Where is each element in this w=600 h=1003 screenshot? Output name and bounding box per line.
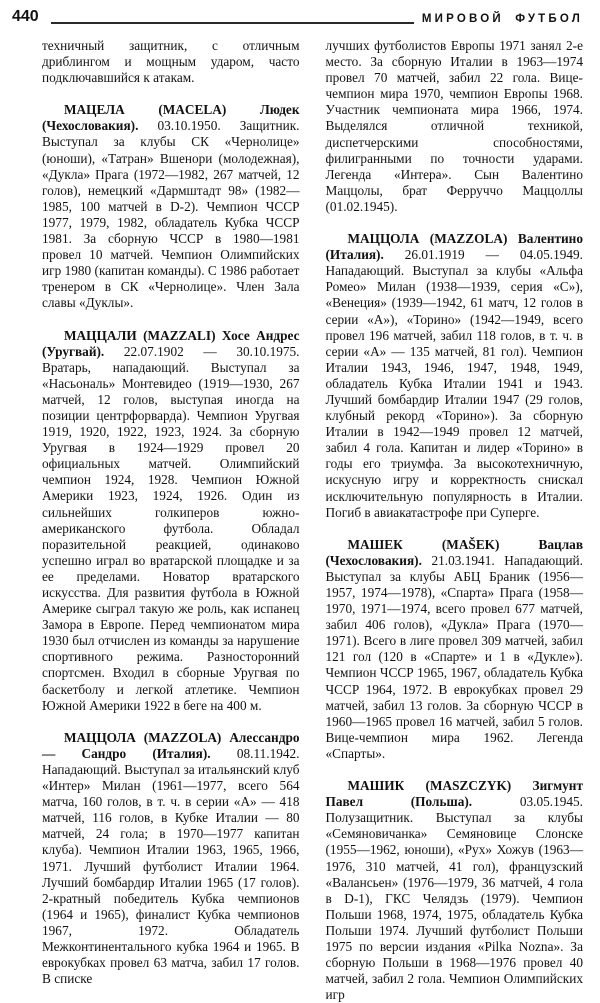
- entry-mazzola-valentino: [326, 231, 584, 521]
- entry-body: 21.03.1941. Нападающий. Выступал за клубы АБЦ Браник (1956—1957, 1974—1978), «Спарта» Прага (1958—1970, 1971—1974, всего провел 677 матчей, забил 406 голов), «Дукла» Прага (1970—1971). Всего в лиге провел 309 матчей, забил 121 гол (120 в «Спарте» и 1 в «Дукле»). Чемпион ЧССР 1965, 1967, обладатель Кубка ЧССР 1964, 1972. В еврокубках провел 29 матчей, забил 13 голов. За сборную ЧССР в 1960—1965 провел 16 матчей, забил 5 голов. Вице-чемпион мира 1962. Легенда «Спарты».: [325, 552, 584, 761]
- right-column: [326, 38, 584, 1003]
- entry-mazzola-sandro: [42, 730, 300, 988]
- page-number: 440: [12, 8, 39, 25]
- entry-masek: [326, 537, 584, 762]
- entry-heading: МАШИК (MASZCZYK) Зигмунт Павел (Польша).: [325, 778, 583, 810]
- left-column: [42, 38, 300, 1003]
- running-head: [0, 0, 600, 25]
- entry-maszczyk: [326, 778, 584, 1003]
- continuation-text: лучших футболистов Европы 1971 занял 2-е место. За сборную Италии в 1963—1974 провел 70 матчей, забил 22 гола. Вице-чемпион мира 1970, чемпион Европы 1968. Участник чемпионата мира 1966, 1974. Выделялся отличной техникой, диспетчерскими способностями, филигранными по точности ударами. Легенда «Интера». Сын Валентино Маццолы, брат Ферруччо Маццоллы (01.02.1945).: [325, 38, 583, 214]
- entry-body: 22.07.1902 — 30.10.1975. Вратарь, нападающий. Выступал за «Насьональ» Монтевидео (1919—1930, 267 матчей, 12 голов, выступая иногда на позиции центрфорварда). Чемпион Уругвая 1919, 1920, 1922, 1923, 1924. За сборную Уругвая в 1924—1929 провел 20 официальных матчей. Олимпийский чемпион 1924, 1928. Чемпион Южной Америки 1923, 1924, 1926. Один из сильнейших голкиперов южно-американского футбола. Обладал поразительной реакцией, одинаково успешно играл во вратарской площадке и за ее пределами. Новатор вратарского искусства. Для развития футбола в Южной Америке сыграл такую же роль, как испанец Замора в Европе. Перед чемпионатом мира 1930 был отчислен из команды за нарушение спортивного режима. Разносторонний спортсмен. Входил в сборные Уругвая по баскетболу и легкой атлетике. Чемпион Южной Америки 1922 в беге на 400 м.: [42, 343, 300, 713]
- entry-macela: [42, 102, 300, 311]
- continuation-text: техничный защитник, с отличным дриблингом и мощным ударом, часто подключавшийся к атакам.: [42, 38, 300, 86]
- entry-mazzali: [42, 328, 300, 714]
- entry-heading: МАЦЦОЛА (MAZZOLA) Валентино (Италия).: [325, 231, 583, 263]
- entry-heading: МАЦЦОЛА (MAZZOLA) Алессандро — Сандро (Италия).: [42, 729, 300, 761]
- continuation-paragraph: [326, 38, 584, 215]
- entry-heading: МАШЕК (MAŠEK) Вацлав (Чехословакия).: [325, 536, 583, 568]
- entry-body: 03.10.1950. Защитник. Выступал за клубы СК «Чернолице» (юноши), «Татран» Вшенори (молодежная), «Дукла» Прага (1972—1982, 267 матчей, 12 голов), немецкий «Дармштадт 98» (1982—1985, 100 матчей в D-2). Чемпион ЧССР 1977, 1979, 1982, обладатель Кубка ЧССР 1981. За сборную ЧССР в 1980—1981 провел 10 матчей. Чемпион Олимпийских игр 1980 (капитан команды). С 1986 работает тренером в СК «Чернолице». Член Зала славы «Дуклы».: [42, 118, 300, 311]
- header-rule: [51, 22, 414, 24]
- entry-body: 03.05.1945. Полузащитник. Выступал за клубы «Семяновичанка» Семяновице Слонске (1955—1962, юноши), «Рух» Хожув (1963—1976, 310 матчей, 41 гол), французский «Валансьен» (1976—1979, 36 матчей, 4 гола в D-1), ГКС Челядзь (1979). Чемпион Польши 1968, 1974, 1975, обладатель Кубка Польши 1974. Лучший футболист Польши 1975 по версии издания «Pilka Nozna». За сборную Польши в 1968—1976 провел 40 матчей, забил 2 гола. Чемпион Олимпийских игр: [325, 794, 583, 1003]
- entry-body: 26.01.1919 — 04.05.1949. Нападающий. Выступал за клубы «Альфа Ромео» Милан (1938—1939, серия «С»), «Венеция» (1939—1942, 61 матч, 12 голов в серии «А»), «Торино» (1942—1949, всего провел 196 матчей, забил 118 голов, в т. ч. в серии «А» — 135 матчей, 81 гол). Чемпион Италии 1943, 1946, 1947, 1948, 1949, обладатель Кубка Италии 1941 и 1943. Лучший бомбардир Италии 1947 (29 голов, клубный рекорд «Торино»). За сборную Италии в 1942—1949 провел 12 матчей, забил 4 гола. Капитан и лидер «Торино» в годы его триумфа. За высокотехничную, искусную игру и корректность снискал исключительную популярность в Италии. Погиб в авиакатастрофе при Суперге.: [325, 247, 583, 520]
- entry-heading: МАЦЕЛА (MACELA) Людек (Чехословакия).: [42, 102, 300, 134]
- text-columns: [0, 25, 600, 1003]
- book-title: МИРОВОЙ ФУТБОЛ: [421, 12, 583, 25]
- entry-heading: МАЦЦАЛИ (MAZZALI) Хосе Андрес (Уругвай).: [42, 327, 300, 359]
- entry-body: 08.11.1942. Нападающий. Выступал за итальянский клуб «Интер» Милан (1961—1977, всего 564 матча, 160 голов, в т. ч. в серии «А» — 418 матчей, 116 голов, в Кубке Италии — 80 матчей, 24 гола; в 1970—1977 капитан клуба). Чемпион Италии 1963, 1965, 1966, 1971. Лучший футболист Италии 1964. Лучший бомбардир Италии 1965 (17 голов). 2-кратный победитель Кубка чемпионов (1964 и 1965), финалист Кубка чемпионов 1967, 1972. Обладатель Межконтинентального кубка 1964 и 1965. В еврокубках провел 63 матча, забил 17 голов. В списке: [42, 745, 300, 987]
- continuation-paragraph: [42, 38, 300, 86]
